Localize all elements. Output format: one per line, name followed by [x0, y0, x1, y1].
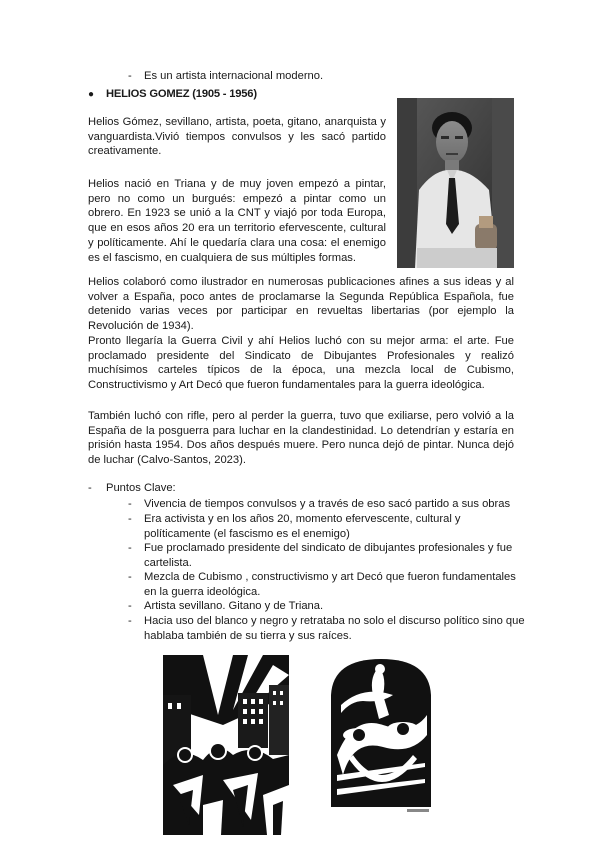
dash-marker: - — [128, 615, 132, 627]
artwork-woodcut-crowd — [163, 655, 289, 835]
artwork-woodcut-crowd-graphic — [163, 655, 289, 835]
key-points-label: Puntos Clave: — [106, 482, 176, 494]
portrait-photo — [397, 98, 514, 268]
bullet-marker: ● — [88, 89, 95, 100]
dash-marker: - — [128, 513, 132, 525]
key-point-text: Era activista y en los años 20, momento efervescente, cultural y políticamente (el fascismo es el enemigo) — [144, 513, 461, 540]
dash-marker: - — [128, 498, 132, 510]
artwork-woodcut-faces — [323, 655, 439, 815]
key-point — [128, 614, 528, 644]
paragraph-5: También luchó con rifle, pero al perder la guerra, tuvo que exiliarse, pero volvió a la España de la posguerra para luchar en la clandestinidad. Lo detendrían y estaría en prisión hasta 1954. Dos años después muere. Pero nunca dejó de pintar. Nunca dejó de luchar (Calvo-Santos, 2023). — [88, 410, 514, 467]
key-point — [128, 512, 528, 542]
key-point — [128, 541, 528, 571]
key-point — [128, 570, 528, 600]
key-point-text: Mezcla de Cubismo , constructivismo y art Decó que fueron fundamentales en la guerra ideológica. — [144, 571, 516, 598]
dash-marker: - — [128, 571, 132, 583]
paragraph-4: Pronto llegaría la Guerra Civil y ahí Helios luchó con su mejor arma: el arte. Fue proclamado presidente del Sindicato de Dibujantes Profesionales y realizó muchísimos carteles típicos de la época, una mezcla local de Cubismo, Constructivismo y Art Decó que fueron fundamentales para la guerra ideológica. — [88, 335, 514, 392]
intro-bullet-text: Es un artista internacional moderno. — [144, 70, 324, 82]
dash-marker: - — [88, 482, 92, 494]
artwork-woodcut-faces-graphic — [323, 655, 439, 815]
section-heading — [88, 88, 388, 103]
key-point-text: Vivencia de tiempos convulsos y a través de eso sacó partido a sus obras — [144, 498, 511, 510]
key-point-text: Artista sevillano. Gitano y de Triana. — [144, 600, 324, 612]
key-point-text: Fue proclamado presidente del sindicato de dibujantes profesionales y fue cartelista. — [144, 542, 513, 569]
intro-bullet — [128, 70, 428, 85]
key-point-text: Hacia uso del blanco y negro y retrataba no solo el discurso político sino que hablaba también de su tierra y sus raíces. — [144, 615, 525, 642]
portrait-photo-graphic — [397, 98, 514, 268]
paragraph-3: Helios colaboró como ilustrador en numerosas publicaciones afines a sus ideas y al volver a España, poco antes de proclamarse la Segunda República Española, fue detenido varias veces por participar en revueltas libertarias (por ejemplo la Revolución de 1934). — [88, 276, 514, 333]
key-point — [128, 599, 528, 614]
paragraph-1: Helios Gómez, sevillano, artista, poeta, gitano, anarquista y vanguardista.Vivió tiempos convulsos y les sacó partido creativamente. — [88, 116, 386, 158]
dash-marker: - — [128, 70, 132, 82]
dash-marker: - — [128, 542, 132, 554]
key-points-header — [88, 482, 288, 497]
paragraph-2: Helios nació en Triana y de muy joven empezó a pintar, pero no como un burgués: empezó a pintar como un obrero. En 1923 se unió a la CNT y viajó por toda Europa, que en esos años 20 era un territorio efervescente, cultural y políticamente. Ahí le quedaría clara una cosa: el enemigo es el fascismo, en cualquiera de sus múltiples formas. — [88, 178, 386, 264]
section-heading-text: HELIOS GOMEZ (1905 - 1956) — [106, 88, 257, 100]
key-point — [128, 497, 528, 512]
dash-marker: - — [128, 600, 132, 612]
